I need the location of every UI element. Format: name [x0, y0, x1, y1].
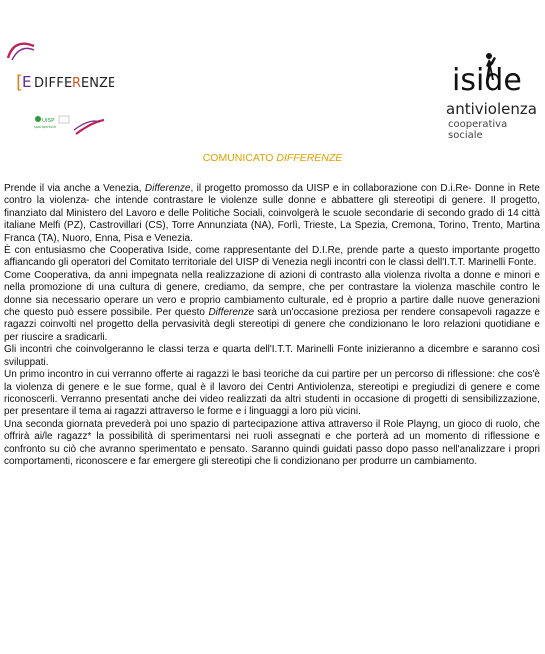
- title-highlight: DIFFERENZE: [276, 152, 343, 164]
- paragraph-1: [4, 183, 540, 245]
- iside-subtitle: antiviolenza: [446, 100, 537, 118]
- svg-text:R: R: [72, 76, 82, 91]
- paragraph-text: Come Cooperativa, da anni impegnata nella realizzazione di azioni di contrasto alla violenza rivolta a donne e minori e nella promozione di una cultura di genere, crediamo, da sempre, che per contrastare la violenza maschile contro le donne sia necessario operare un vero e proprio cambiamento culturale, ed è proprio a partire dalle nuove generazioni che questo può essere possibile. Per questo: [4, 269, 540, 319]
- paragraph-5: Un primo incontro in cui verranno offerte ai ragazzi le basi teoriche da cui partire per un percorso di riflessione: che cos'è la violenza di genere e le sue forme, qual è il lavoro dei Centri Antiviolenza, stereotipi e pregiudizi di genere e come riconoscerli. Verranno presentati anche dei video realizzati da altri studenti in occasione di progetti di sensibilizzazione, per presentare il tema ai ragazzi attraverso le forme e i linguaggi a loro più vicini.: [4, 369, 540, 418]
- svg-text:E: E: [22, 73, 32, 91]
- svg-text:[: [: [16, 72, 24, 93]
- differenze-logo: [4, 30, 114, 140]
- paragraph-6: Una seconda giornata prevederà poi uno spazio di partecipazione attiva attraverso il Role Playng, un gioco di ruolo, che offrirà ai/le ragazz* la possibilità di sperimentarsi nei ruoli assegnati e che porterà ad un momento di riflessione e confronto su ciò che avranno sperimentato e pensato. Saranno quindi guidati passo dopo passo nell'analizzare i propri comportamenti, riconoscere e far emergere gli stereotipi che li condizionano per produrre un cambiamento.: [4, 418, 540, 467]
- document-body: [4, 183, 540, 468]
- title-prefix: COMUNICATO: [202, 152, 277, 164]
- iside-tagline: cooperativa sociale: [448, 119, 508, 141]
- paragraph-text: , il progetto promosso da UISP e in collaborazione con D.i.Re- Donne in Rete contro la violenza- che intende contrastare le violenze sulle donne e abbattere gli stereotipi di genere. Il progetto, finanziato dal Ministero del Lavoro e delle Politiche Sociali, coinvolgerà le scuole secondarie di secondo grado di 14 città italiane Melfi (PZ), Castrovillari (CS), Torre Annunziata (NA), Forlì, Trieste, La Spezia, Cremona, Torino, Trento, Martina Franca (TA), Nuoro, Enna, Pisa e Venezia.: [4, 183, 540, 244]
- paragraph-3: [4, 270, 540, 344]
- svg-text:sportpertutti: sportpertutti: [34, 125, 57, 129]
- iside-wordmark: iside: [452, 63, 522, 98]
- paragraph-4: Gli incontri che coinvolgeranno le classi terza e quarta dell'I.T.T. Marinelli Fonte inizieranno a dicembre e saranno così sviluppati.: [4, 344, 540, 368]
- differenze-logo-graphic: [4, 30, 114, 140]
- project-name: Differenze: [208, 307, 255, 319]
- project-name: Differenze: [144, 183, 191, 194]
- paragraph-2: È con entusiasmo che Cooperativa Iside, come rappresentante del D.I.Re, prende parte a questo importante progetto affiancando gli operatori del Comitato territoriale del UISP di Venezia negli incontri con le classi dell'I.T.T. Marinelli Fonte.: [4, 245, 540, 269]
- svg-text:ENZE: ENZE: [81, 76, 114, 91]
- page-title: [0, 152, 545, 164]
- svg-text:UISP: UISP: [42, 118, 55, 124]
- paragraph-text: Prende il via anche a Venezia,: [4, 183, 145, 194]
- svg-text:DIFFE: DIFFE: [34, 76, 73, 91]
- paragraph-text: sarà un'occasione preziosa per rendere consapevoli ragazze e ragazzi coinvolti nel progetto della pervasività degli stereotipi di genere che condizionano le loro relazioni quotidiane e per riuscire a sradicarli.: [4, 307, 540, 343]
